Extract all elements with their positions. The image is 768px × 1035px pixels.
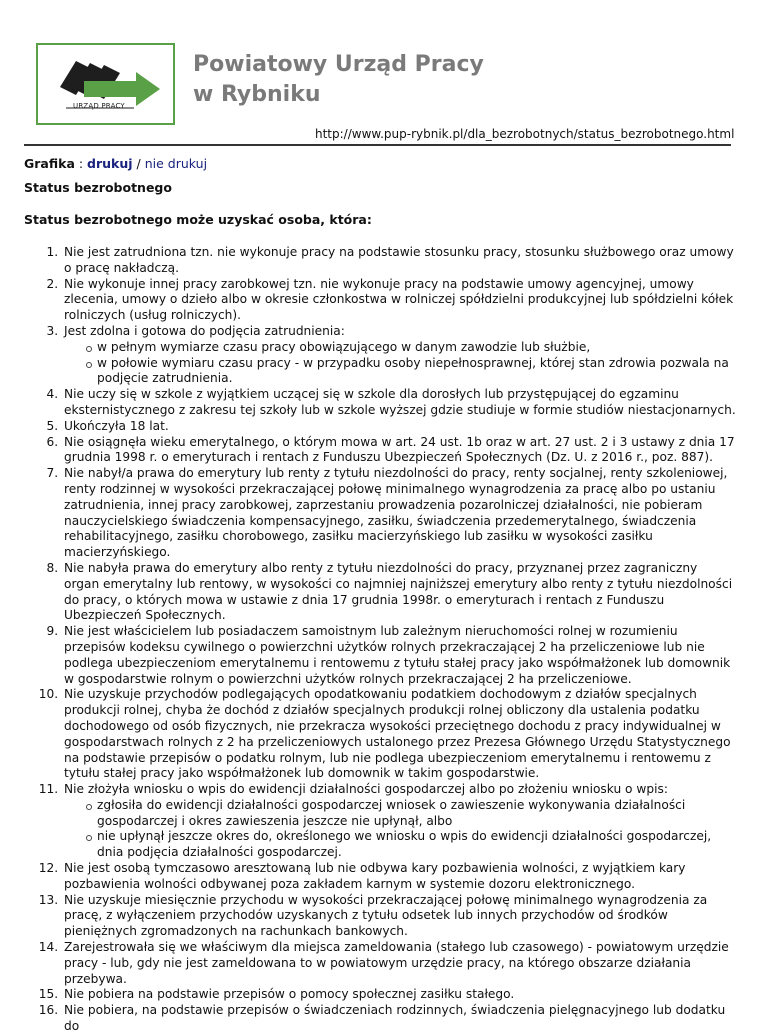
no-print-link[interactable]: nie drukuj [144, 156, 208, 171]
condition-item [62, 419, 736, 435]
condition-item [62, 861, 736, 893]
graphics-separator: : [74, 156, 88, 171]
condition-item [62, 1003, 736, 1035]
organization-name [193, 50, 484, 110]
condition-item [62, 561, 736, 624]
conditions-list [24, 245, 736, 1035]
condition-text: Nie nabyła prawa do emerytury albo renty z tytułu niezdolności do pracy, przyznanej przez zagraniczny organ emerytalny lub rentowy, w wysokości co najmniej najniższej emerytury albo renty z tytułu niezdolności do pracy, o których mowa w ustawie z dnia 17 grudnia 1998r. o emeryturach i rentach z Funduszu Ubezpieczeń Społecznych. [64, 560, 733, 623]
logo-graphic [38, 45, 173, 123]
header-divider [24, 144, 731, 146]
condition-sublist [64, 798, 736, 861]
condition-text: Nie uczy się w szkole z wyjątkiem uczącej się w szkole dla dorosłych lub przystępującej do egzaminu eksternistycznego z zakresu tej szkoły lub w szkole wyższej gdzie studiuje w formie studiów niestacjonarnych. [64, 387, 736, 417]
condition-text: Nie złożyła wniosku o wpis do ewidencji działalności gospodarczej albo po złożeniu wniosku o wpis: [64, 782, 668, 797]
condition-item [62, 624, 736, 687]
condition-item [62, 435, 736, 467]
condition-sublist [64, 340, 736, 387]
condition-item [62, 466, 736, 561]
condition-item [62, 893, 736, 940]
logo-text: URZĄD PRACY [73, 102, 125, 110]
graphics-toggle [24, 156, 207, 171]
page-title: Status bezrobotnego [24, 180, 172, 195]
condition-text: Nie uzyskuje miesięcznie przychodu w wysokości przekraczającej połowę minimalnego wynagrodzenia za pracę, z wyłączeniem przychodów uzyskanych z tytułu odsetek lub innych przychodów od środków pieniężnych zgromadzonych na rachunkach bankowych. [64, 892, 708, 939]
condition-item [62, 277, 736, 324]
condition-text: Nie pobiera na podstawie przepisów o pomocy społecznej zasiłku stałego. [64, 987, 515, 1002]
condition-text: Nie nabył/a prawa do emerytury lub renty z tytułu niezdolności do pracy, renty socjalnej, renty szkoleniowej, renty rodzinnej w wysokości przekraczającej połowę minimalnego wynagrodzenia za pracę albo po ustaniu zatrudnienia, innej pracy zarobkowej, zaprzestaniu prowadzenia pozarolniczej działalności, nie pobieram nauczycielskiego świadczenia kompensacyjnego, zasiłku, świadczenia przedemerytalnego, świadczenia rehabilitacyjnego, zasiłku chorobowego, zasiłku macierzyńskiego lub zasiłku w wysokości zasiłku macierzyńskiego. [64, 466, 728, 560]
print-link[interactable]: drukuj [87, 156, 133, 171]
condition-item [62, 387, 736, 419]
condition-text: Nie osiągnęła wieku emerytalnego, o którym mowa w art. 24 ust. 1b oraz w art. 27 ust. 2 i 3 ustawy z dnia 17 grudnia 1998 r. o emeryturach i rentach z Funduszu Ubezpieczeń Społecznych (Dz. U. z 2016 r., poz. 887). [64, 434, 735, 465]
condition-text: Nie uzyskuje przychodów podlegających opodatkowaniu podatkiem dochodowym z działów specjalnych produkcji rolnej, chyba że dochód z działów specjalnych produkcji rolnej obliczony dla ustalenia podatku dochodowego od osób fizycznych, nie przekracza wysokości przeciętnego dochodu z pracy indywidualnej w gospodarstwach rolnych z 2 ha przeliczeniowych ustalonego przez Prezesa Głównego Urzędu Statystycznego na podstawie przepisów o podatku rolnym, lub nie podlega ubezpieczeniom emerytalnemu i rentowemu z tytułu stałej pracy jako współmałżonek lub domownik w takim gospodarstwie. [64, 687, 731, 781]
organization-name-line1: Powiatowy Urząd Pracy [193, 52, 484, 77]
condition-text: Jest zdolna i gotowa do podjęcia zatrudnienia: [64, 323, 345, 338]
condition-item [62, 324, 736, 387]
condition-text: Nie pobiera, na podstawie przepisów o świadczeniach rodzinnych, świadczenia pielęgnacyjnego lub dodatku do [64, 1003, 726, 1034]
condition-item [62, 687, 736, 782]
condition-text: Nie wykonuje innej pracy zarobkowej tzn. nie wykonuje pracy na podstawie umowy agencyjnej, umowy zlecenia, umowy o dzieło albo w okresie członkostwa w rolniczej spółdzielni produkcyjnej lub spółdzielni kółek rolniczych (usług rolniczych). [64, 276, 734, 323]
organization-name-line2: w Rybniku [193, 82, 321, 107]
condition-text: Zarejestrowała się we właściwym dla miejsca zameldowania (stałego lub czasowego) - powiatowym urzędzie pracy - lub, gdy nie jest zameldowana to w powiatowym urzędzie pracy, na którego obszarze działania przebywa. [64, 940, 729, 986]
condition-item [62, 940, 736, 987]
condition-text: Nie jest osobą tymczasowo aresztowaną lub nie odbywa kary pozbawienia wolności, z wyjątkiem kary pozbawienia wolności odbywanej poza zakładem karnym w systemie dozoru elektronicznego. [64, 861, 686, 891]
condition-text: Nie jest właścicielem lub posiadaczem samoistnym lub zależnym nieruchomości rolnej w rozumieniu przepisów kodeksu cywilnego o powierzchni użytków rolnych przekraczającej 2 ha przeliczeniowe lub nie podlega ubezpieczeniom emerytalnemu i rentowemu z tytułu stałej pracy jako współmałżonek lub domownik w gospodarstwie rolnym o powierzchni użytków rolnych przekraczającej 2 ha przeliczeniowe. [64, 624, 731, 686]
condition-subitem: w pełnym wymiarze czasu pracy obowiązującego w danym zawodzie lub służbie, [86, 340, 736, 356]
graphics-label: Grafika [24, 156, 75, 171]
condition-item [62, 987, 736, 1003]
condition-item [62, 245, 736, 277]
page-url: http://www.pup-rybnik.pl/dla_bezrobotnych/status_bezrobotnego.html [315, 127, 735, 141]
condition-text: Nie jest zatrudniona tzn. nie wykonuje pracy na podstawie stosunku pracy, stosunku służbowego oraz umowy o pracę nakładczą. [64, 245, 734, 275]
condition-subitem: w połowie wymiaru czasu pracy - w przypadku osoby niepełnosprawnej, której stan zdrowia pozwala na podjęcie zatrudnienia. [86, 356, 736, 388]
condition-subitem: zgłosiła do ewidencji działalności gospodarczej wniosek o zawieszenie wykonywania działalności gospodarczej i okres zawieszenia jeszcze nie upłynął, albo [86, 798, 736, 830]
graphics-slash: / [132, 156, 145, 171]
condition-subitem: nie upłynął jeszcze okres do, określonego we wniosku o wpis do ewidencji działalności gospodarczej, dnia podjęcia działalności gospodarczej. [86, 829, 736, 861]
section-heading: Status bezrobotnego może uzyskać osoba, która: [24, 212, 372, 227]
condition-item [62, 782, 736, 861]
logo [36, 43, 175, 125]
condition-text: Ukończyła 18 lat. [64, 418, 169, 433]
